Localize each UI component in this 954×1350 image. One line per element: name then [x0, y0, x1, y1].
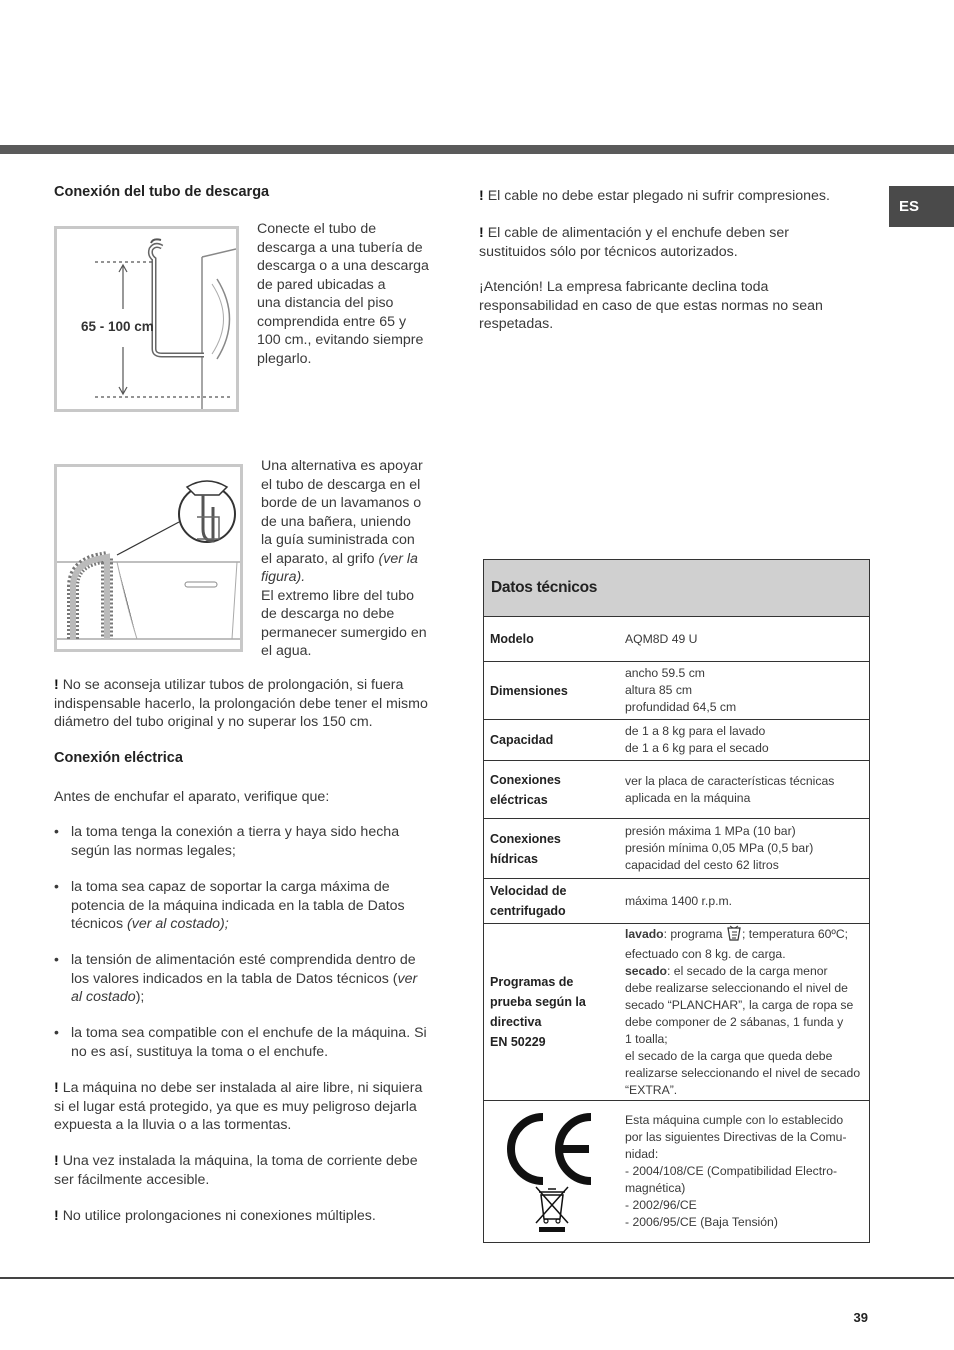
text-line: diámetro del tubo original y no superar los 150 cm. [54, 714, 373, 730]
drain-section-title: Conexión del tubo de descarga [54, 184, 270, 200]
ce-marks [484, 1101, 618, 1242]
value-line: presión máxima 1 MPa (10 bar) [625, 824, 796, 838]
extension-cord-warning [54, 1207, 454, 1226]
bold-term: lavado [625, 927, 664, 941]
text-line: sustituidos sólo por técnicos autorizados. [479, 243, 738, 260]
list-item [54, 1024, 427, 1061]
label-line: Velocidad de [490, 884, 567, 898]
weee-bin-icon [536, 1187, 568, 1232]
value-line [625, 963, 863, 980]
text-line: potencia de la máquina indicada en la tabla de Datos [71, 897, 405, 914]
text-line: ser fácilmente accesible. [54, 1171, 210, 1188]
drain-instructions [257, 220, 429, 368]
outdoor-warning [54, 1079, 454, 1135]
value-line: secado “PLANCHAR”, la carga de ropa se [625, 998, 854, 1012]
row-label [484, 761, 618, 818]
text-span: El cable no debe estar plegado ni sufrir compresiones. [487, 188, 830, 204]
table-row [484, 924, 869, 1101]
list-item [54, 878, 405, 934]
text-line [54, 1079, 454, 1098]
text-line [261, 568, 441, 587]
text-line [479, 187, 830, 206]
value-line: ver la placa de características técnicas [625, 773, 835, 788]
text-line: responsabilidad en caso de que estas normas no sean [479, 297, 823, 314]
text-line: Una alternativa es apoyar [261, 458, 423, 474]
value-line: por las siguientes Directivas de la Comu- [625, 1130, 847, 1144]
value-line: el secado de la carga que queda debe [625, 1049, 833, 1063]
row-label [484, 879, 618, 923]
italic-ref: figura). [261, 569, 306, 585]
extension-warning [54, 676, 454, 732]
row-label [484, 924, 618, 1100]
row-label [484, 617, 618, 661]
text-line: no es así, sustituya la toma o el enchufe. [71, 1043, 329, 1060]
row-value [618, 761, 869, 818]
italic-ref: (ver la [378, 550, 418, 567]
label-line: Conexiones [490, 831, 561, 846]
bullet-dot: • [54, 1024, 59, 1040]
row-value [618, 1101, 869, 1242]
text-line: de pared ubicadas a [257, 276, 386, 293]
warning-mark: ! [54, 677, 59, 693]
italic-ref: ver [397, 970, 418, 987]
row-value [618, 819, 869, 878]
sink-hose-figure [54, 464, 243, 652]
row-label [484, 662, 618, 719]
value-line: - 2006/95/CE (Baja Tensión) [625, 1215, 778, 1229]
value-line: nidad: [625, 1147, 659, 1161]
bold-term: secado [625, 964, 668, 978]
text-line: borde de un lavamanos o [261, 495, 422, 511]
table-row [484, 1101, 869, 1242]
warning-mark: ! [54, 1080, 59, 1096]
attention-note [479, 278, 823, 334]
page-number: 39 [853, 1310, 868, 1325]
text-line: una distancia del piso [257, 295, 394, 311]
text-line: descarga a una tubería de [257, 239, 423, 256]
text-line: la tensión de alimentación esté comprendida dentro de [71, 952, 416, 968]
table-row [484, 819, 869, 879]
label-line: Programas de [490, 975, 574, 989]
text-line [54, 1207, 454, 1226]
cable-warning [479, 187, 830, 206]
ce-mark-icon [501, 1109, 601, 1234]
warning-mark: ! [54, 1153, 59, 1169]
text-line: plegarlo. [257, 350, 312, 367]
text-span: ; temperatura 60ºC; [741, 927, 849, 941]
italic-ref: al costado [71, 989, 136, 1005]
value-line: Esta máquina cumple con lo establecido [625, 1113, 844, 1127]
value-line: de 1 a 6 kg para el secado [625, 741, 769, 755]
text-span: Una vez instalada la máquina, la toma de corriente debe [62, 1153, 418, 1169]
text-span: El cable de alimentación y el enchufe deben ser [487, 225, 789, 241]
value-line: realizarse seleccionando el nivel de secado [625, 1066, 861, 1080]
text-line: comprendida entre 65 y [257, 313, 407, 330]
value-line: máxima 1400 r.p.m. [625, 893, 733, 908]
value-line: presión mínima 0,05 MPa (0,5 bar) [625, 841, 814, 855]
text-line: 100 cm., evitando siempre [257, 332, 424, 348]
text-line: la guía suministrada con [261, 532, 415, 548]
tech-data-table [483, 559, 870, 1243]
text-span: ); [135, 989, 145, 1005]
row-label [484, 720, 618, 760]
text-line: de descarga no debe [261, 606, 395, 622]
bullet-dot: • [54, 878, 59, 894]
value-line: AQM8D 49 U [625, 631, 698, 646]
row-value [618, 720, 869, 760]
label-line: Conexiones [490, 772, 561, 787]
label-line: centrifugado [490, 904, 566, 918]
value-line: “EXTRA”. [625, 1083, 678, 1097]
language-label: ES [899, 198, 920, 215]
value-line: ancho 59.5 cm [625, 666, 705, 680]
table-row [484, 617, 869, 662]
text-line: de una bañera, uniendo [261, 513, 411, 530]
text-line: si el lugar está protegido, ya que es muy peligroso dejarla [54, 1098, 417, 1115]
label-line: EN 50229 [490, 1035, 546, 1049]
label-line: eléctricas [490, 792, 548, 807]
value-line: aplicada en la máquina [625, 790, 751, 805]
footer-rule [0, 1277, 954, 1279]
alternative-instructions [261, 457, 441, 661]
row-value [618, 617, 869, 661]
text-span: técnicos [71, 916, 124, 932]
row-value [618, 879, 869, 923]
list-item [54, 823, 399, 860]
text-span: : programa [663, 927, 726, 941]
label-line: directiva [490, 1015, 542, 1029]
text-line: expuesta a la lluvia o a las tormentas. [54, 1117, 292, 1133]
row-value [618, 924, 869, 1100]
text-span: el aparato, al grifo [261, 550, 375, 567]
table-row [484, 879, 869, 924]
list-item [54, 951, 417, 1007]
table-title: Datos técnicos [484, 560, 869, 617]
table-row [484, 720, 869, 761]
text-line: según las normas legales; [71, 842, 236, 859]
text-line: descarga o a una descarga [257, 258, 429, 274]
text-line [71, 915, 405, 934]
text-line [261, 550, 441, 569]
label-line: hídricas [490, 851, 538, 866]
text-line: la toma tenga la conexión a tierra y haya sido hecha [71, 824, 400, 840]
electrical-section-title: Conexión eléctrica [54, 750, 183, 766]
cable-replacement-warning [479, 224, 789, 261]
text-span: los valores indicados en la tabla de Datos técnicos ( [71, 970, 398, 987]
warning-mark: ! [54, 1208, 59, 1224]
text-line [54, 1152, 454, 1171]
warning-mark: ! [479, 188, 484, 204]
text-line [71, 970, 417, 989]
value-line: magnética) [625, 1181, 686, 1195]
value-line: - 2002/96/CE [625, 1198, 697, 1212]
value-line: efectuado con 8 kg. de carga. [625, 947, 786, 961]
bullet-dot: • [54, 823, 59, 839]
text-line: la toma sea compatible con el enchufe de la máquina. Si [71, 1025, 427, 1041]
text-line: permanecer sumergido en [261, 624, 427, 641]
socket-warning [54, 1152, 454, 1189]
text-line: ¡Atención! La empresa fabricante declina toda [479, 279, 769, 295]
text-span: La máquina no debe ser instalada al aire libre, ni siquiera [62, 1080, 423, 1096]
row-value [618, 662, 869, 719]
label-line: Capacidad [490, 733, 554, 747]
electrical-intro: Antes de enchufar el aparato, verifique que: [54, 789, 330, 805]
text-line [479, 224, 789, 243]
text-line: Conecte el tubo de [257, 221, 377, 237]
text-span: No utilice prolongaciones ni conexiones múltiples. [62, 1208, 376, 1224]
drain-hose-figure [54, 226, 239, 412]
value-line: 1 toalla; [625, 1032, 668, 1046]
bullet-dot: • [54, 951, 59, 967]
value-line: capacidad del cesto 62 litros [625, 858, 779, 872]
label-line: prueba según la [490, 995, 586, 1009]
language-tab [889, 186, 954, 227]
table-row [484, 662, 869, 720]
value-line: de 1 a 8 kg para el lavado [625, 724, 766, 738]
text-span: : el secado de la carga menor [667, 964, 828, 978]
text-line: el tubo de descarga en el [261, 476, 421, 493]
height-range-label: 65 - 100 cm [81, 319, 154, 334]
value-line: profundidad 64,5 cm [625, 700, 737, 714]
row-label [484, 819, 618, 878]
program-icon [726, 925, 742, 946]
label-line: Modelo [490, 632, 534, 646]
text-line [71, 988, 417, 1007]
text-line: la toma sea capaz de soportar la carga máxima de [71, 879, 390, 895]
value-line: altura 85 cm [625, 683, 693, 697]
value-line: - 2004/108/CE (Compatibilidad Electro- [625, 1164, 838, 1178]
label-line: Dimensiones [490, 683, 568, 698]
italic-ref: (ver al costado); [127, 916, 229, 932]
header-bar [0, 145, 954, 154]
warning-mark: ! [479, 225, 484, 241]
table-row [484, 761, 869, 819]
text-line [54, 676, 454, 695]
text-line: indispensable hacerlo, la prolongación debe tener el mismo [54, 695, 428, 712]
value-line: debe componer de 2 sábanas, 1 funda y [625, 1015, 844, 1029]
text-line: El extremo libre del tubo [261, 587, 414, 604]
sink-hose-illustration [57, 467, 240, 649]
text-span: No se aconseja utilizar tubos de prolongación, si fuera [62, 677, 404, 693]
text-line: respetadas. [479, 316, 554, 332]
value-line: debe realizarse seleccionando el nivel de [625, 981, 848, 995]
value-line [625, 925, 863, 946]
text-line: el agua. [261, 643, 312, 659]
